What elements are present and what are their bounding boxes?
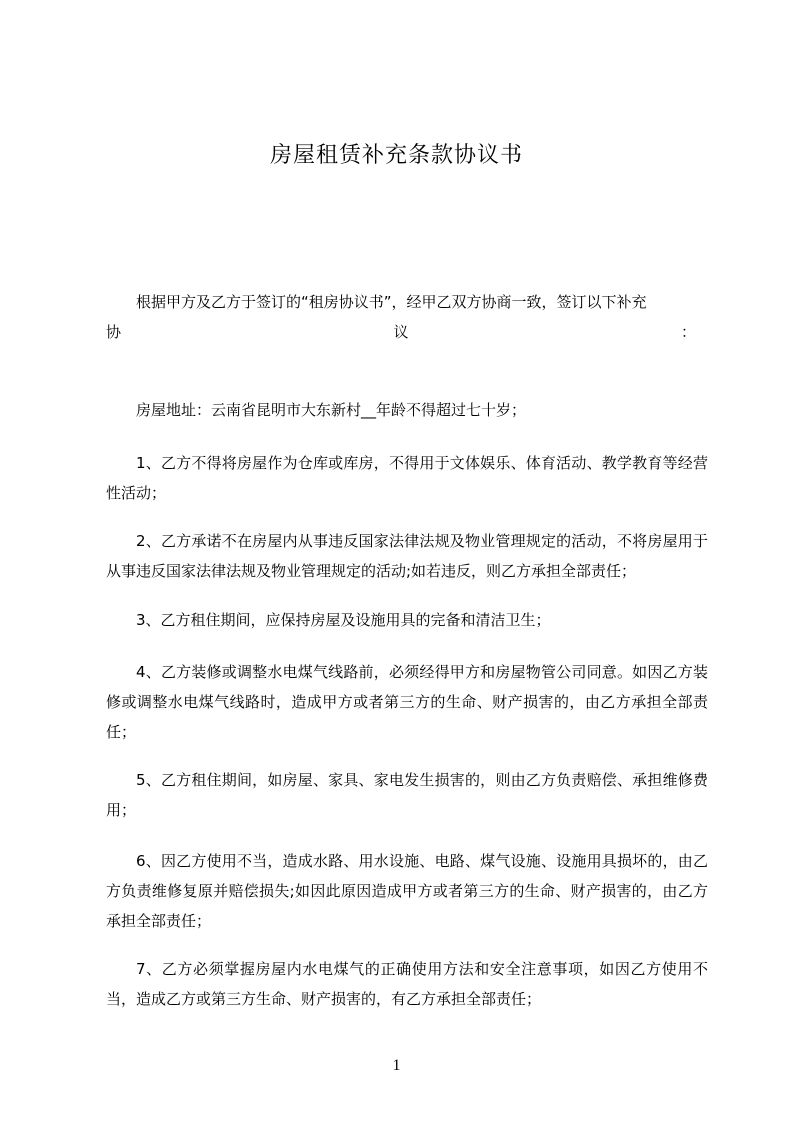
intro-word-xie: 协 — [106, 323, 122, 341]
clause-5: 5、乙方租住期间，如房屋、家具、家电发生损害的，则由乙方负责赔偿、承担维修费用； — [106, 771, 708, 819]
intro-colon: ： — [680, 323, 696, 341]
intro-continuation-line — [106, 317, 696, 347]
clause-6: 6、因乙方使用不当，造成水路、用水设施、电路、煤气设施、设施用具损坏的，由乙方负责维修复原并赔偿损失;如因此原因造成甲方或者第三方的生命、财产损害的，由乙方承担全部责任； — [106, 852, 708, 930]
document-title: 房屋租赁补充条款协议书 — [269, 143, 523, 168]
clause-3: 3、乙方租住期间，应保持房屋及设施用具的完备和清洁卫生； — [136, 611, 551, 629]
property-address: 房屋地址：云南省昆明市大东新村__年龄不得超过七十岁； — [136, 401, 527, 419]
intro-word-yi: 议 — [393, 323, 409, 341]
intro-paragraph: 根据甲方及乙方于签订的“租房协议书”，经甲乙双方协商一致，签订以下补充 — [136, 293, 647, 311]
clause-2: 2、乙方承诺不在房屋内从事违反国家法律法规及物业管理规定的活动，不将房屋用于从事违反国家法律法规及物业管理规定的活动;如若违反，则乙方承担全部责任； — [106, 532, 708, 580]
clause-1: 1、乙方不得将房屋作为仓库或库房，不得用于文体娱乐、体育活动、教学教育等经营性活动； — [106, 454, 708, 502]
clause-7: 7、乙方必须掌握房屋内水电煤气的正确使用方法和安全注意事项，如因乙方使用不当，造成乙方或第三方生命、财产损害的，有乙方承担全部责任； — [106, 960, 708, 1008]
page-number: 1 — [392, 1057, 401, 1074]
clause-4: 4、乙方装修或调整水电煤气线路前，必须经得甲方和房屋物管公司同意。如因乙方装修或调整水电煤气线路时，造成甲方或者第三方的生命、财产损害的，由乙方承担全部责任； — [106, 663, 708, 741]
